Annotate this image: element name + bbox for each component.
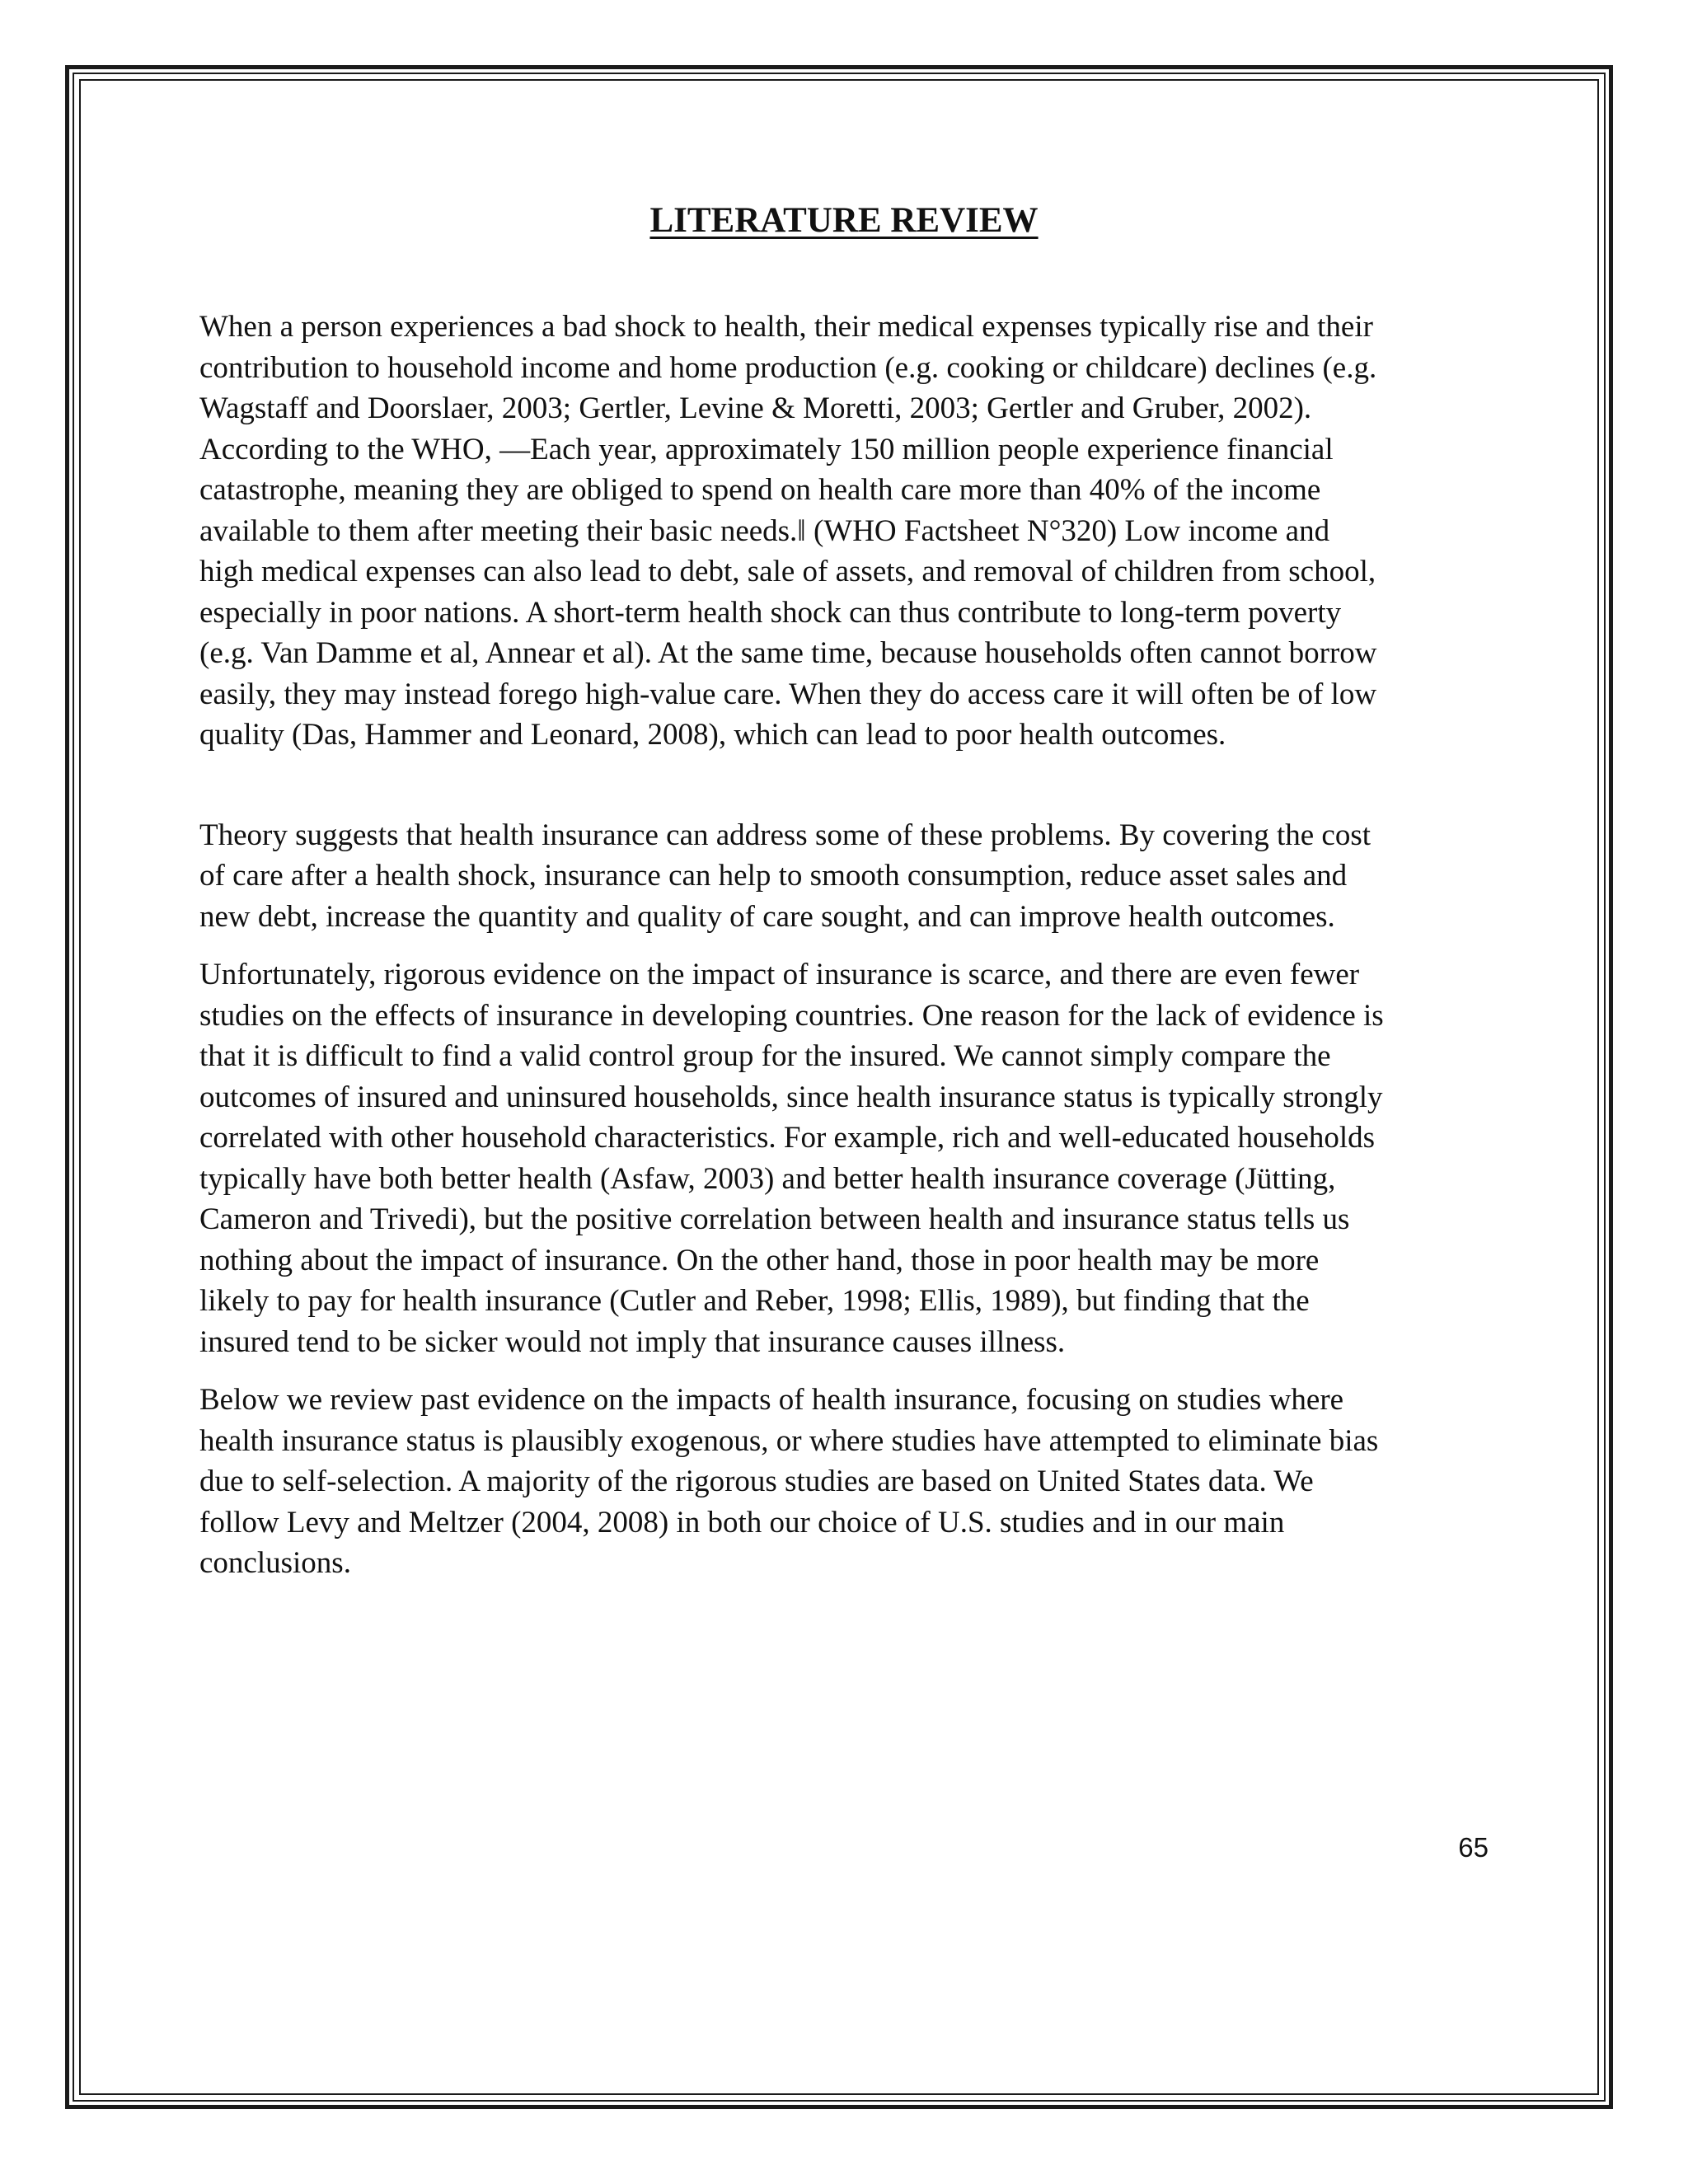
text-line: Below we review past evidence on the impacts of health insurance, focusing on studies where bbox=[199, 1383, 1344, 1417]
text-line: When a person experiences a bad shock to health, their medical expenses typically rise and their bbox=[199, 310, 1373, 344]
text-line: likely to pay for health insurance (Cutler and Reber, 1998; Ellis, 1989), but finding that the bbox=[199, 1284, 1310, 1318]
body-text bbox=[199, 307, 1487, 1584]
paragraph-insurance-theory bbox=[199, 815, 1487, 938]
text-line: catastrophe, meaning they are obliged to spend on health care more than 40% of the income bbox=[199, 473, 1321, 507]
text-line: available to them after meeting their basic needs.‖ (WHO Factsheet N°320) Low income and bbox=[199, 513, 1330, 548]
text-line: nothing about the impact of insurance. On the other hand, those in poor health may be more bbox=[199, 1243, 1320, 1277]
text-line: Unfortunately, rigorous evidence on the impact of insurance is scarce, and there are even fewer bbox=[199, 958, 1360, 991]
paragraph-review-scope bbox=[199, 1380, 1487, 1584]
text-line: Cameron and Trivedi), but the positive correlation between health and insurance status tells us bbox=[199, 1202, 1350, 1236]
text-line: follow Levy and Meltzer (2004, 2008) in both our choice of U.S. studies and in our main bbox=[199, 1505, 1285, 1540]
text-line: health insurance status is plausibly exogenous, or where studies have attempted to eliminate bias bbox=[199, 1423, 1379, 1458]
text-line: that it is difficult to find a valid control group for the insured. We cannot simply compare the bbox=[199, 1039, 1331, 1073]
text-line: studies on the effects of insurance in developing countries. One reason for the lack of evidence is bbox=[199, 998, 1384, 1033]
text-line: Theory suggests that health insurance can address some of these problems. By covering the cost bbox=[199, 818, 1372, 852]
text-line: easily, they may instead forego high-value care. When they do access care it will often be of low bbox=[199, 677, 1377, 711]
text-line: correlated with other household characteristics. For example, rich and well-educated households bbox=[199, 1121, 1376, 1155]
text-line: conclusions. bbox=[199, 1546, 351, 1580]
text-line: new debt, increase the quantity and quality of care sought, and can improve health outcomes. bbox=[199, 899, 1335, 934]
text-line: Wagstaff and Doorslaer, 2003; Gertler, Levine & Moretti, 2003; Gertler and Gruber, 2002). bbox=[199, 391, 1312, 425]
paragraph-health-shocks bbox=[199, 307, 1487, 756]
text-line: typically have both better health (Asfaw, 2003) and better health insurance coverage (Jütting, bbox=[199, 1161, 1336, 1196]
paragraph-evidence-scarcity bbox=[199, 954, 1487, 1362]
text-line: due to self-selection. A majority of the rigorous studies are based on United States data. We bbox=[199, 1465, 1314, 1498]
text-line: quality (Das, Hammer and Leonard, 2008), which can lead to poor health outcomes. bbox=[199, 718, 1226, 752]
text-line: of care after a health shock, insurance can help to smooth consumption, reduce asset sales and bbox=[199, 859, 1348, 893]
text-line: outcomes of insured and uninsured households, since health insurance status is typically strongly bbox=[199, 1080, 1383, 1114]
text-line: high medical expenses can also lead to debt, sale of assets, and removal of children from school, bbox=[199, 555, 1376, 588]
text-line: insured tend to be sicker would not imply that insurance causes illness. bbox=[199, 1324, 1066, 1359]
text-line: especially in poor nations. A short-term health shock can thus contribute to long-term poverty bbox=[199, 595, 1342, 630]
text-line: contribution to household income and home production (e.g. cooking or childcare) declines (e.g. bbox=[199, 350, 1377, 385]
page-title: LITERATURE REVIEW bbox=[649, 201, 1039, 240]
text-line: (e.g. Van Damme et al, Annear et al). At the same time, because households often cannot borrow bbox=[199, 636, 1377, 670]
text-line: According to the WHO, ―Each year, approximately 150 million people experience financial bbox=[199, 432, 1334, 466]
page-number: 65 bbox=[1458, 1832, 1489, 1863]
